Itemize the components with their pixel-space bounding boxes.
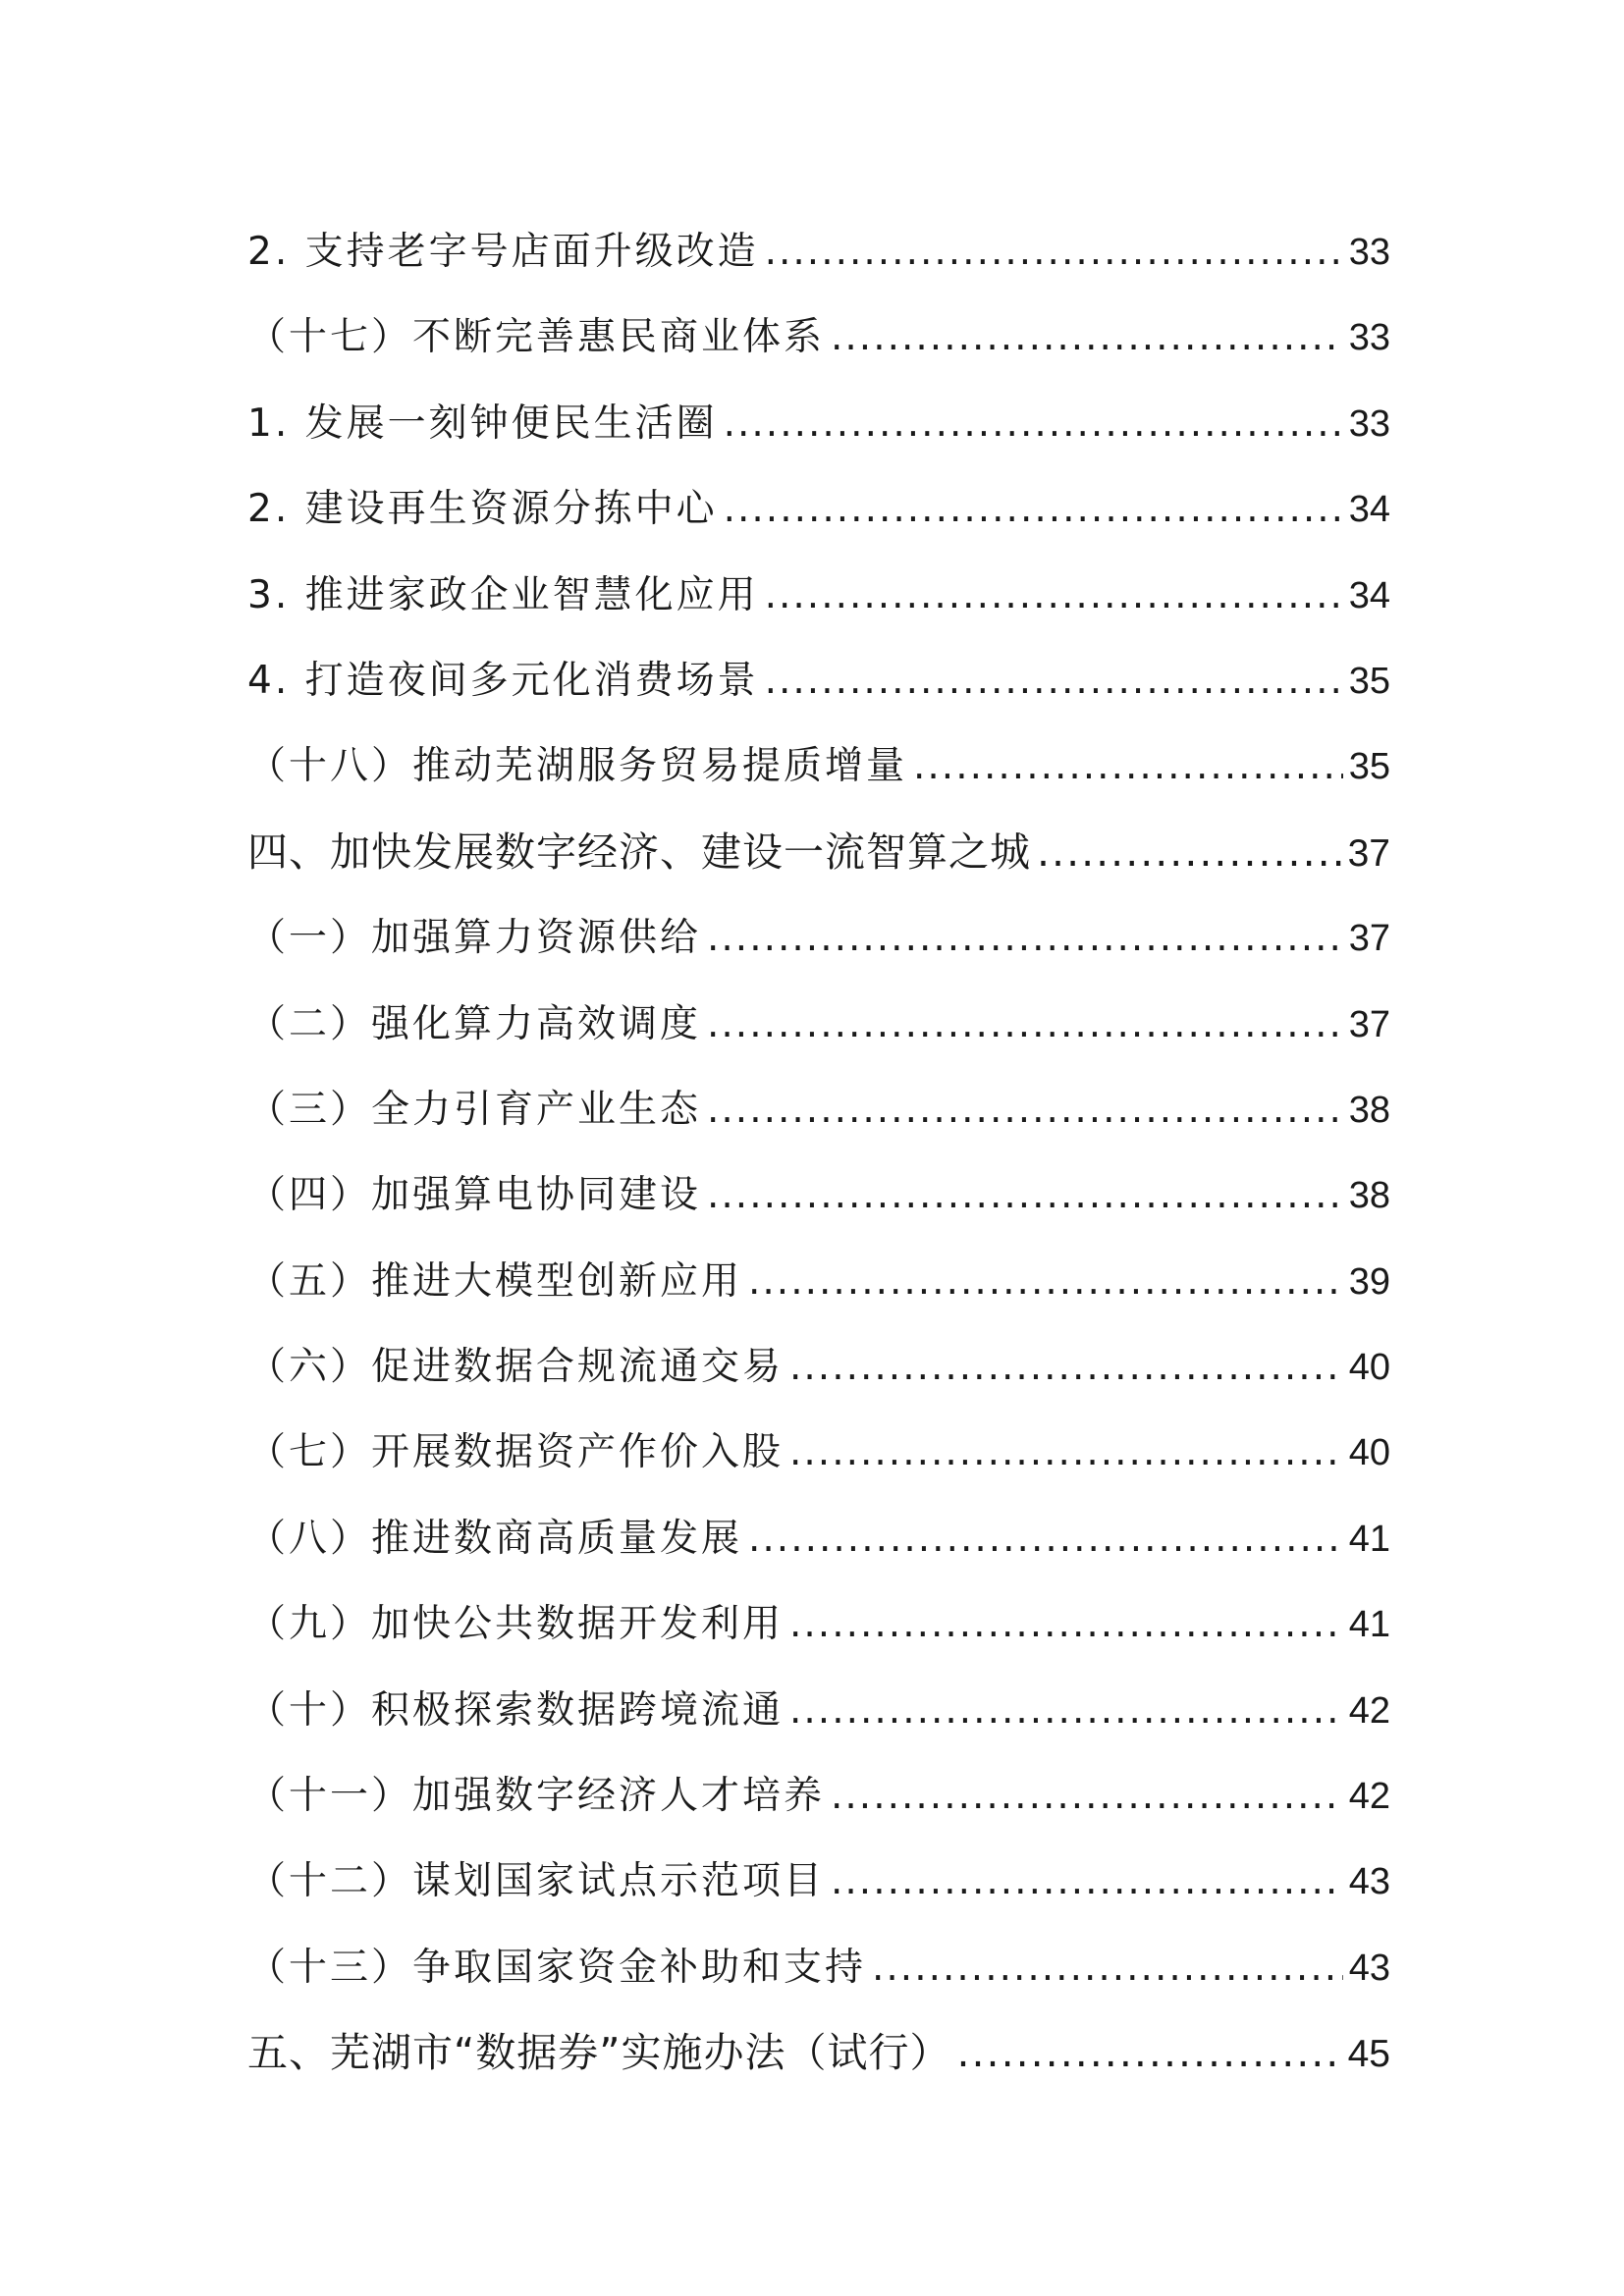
toc-entry-title: （十二）谋划国家试点示范项目 bbox=[247, 1859, 826, 1904]
toc-page-number: 38 bbox=[1348, 1089, 1390, 1131]
toc-entry-title: （七）开展数据资产作价入股 bbox=[247, 1430, 785, 1475]
toc-entry[interactable] bbox=[247, 723, 1390, 809]
toc-entry[interactable] bbox=[247, 1152, 1390, 1238]
toc-leader-dots bbox=[956, 2010, 1341, 2096]
toc-page-number: 33 bbox=[1348, 402, 1390, 445]
toc-entry-title: 2. 建设再生资源分拣中心 bbox=[247, 487, 718, 532]
toc-page-number: 41 bbox=[1348, 1518, 1390, 1560]
toc-entry[interactable] bbox=[247, 1668, 1390, 1753]
toc-entry[interactable] bbox=[247, 982, 1390, 1067]
toc-leader-dots bbox=[748, 1496, 1343, 1581]
toc-leader-dots bbox=[765, 553, 1343, 638]
toc-page-number: 40 bbox=[1348, 1347, 1390, 1389]
toc-page-number: 38 bbox=[1348, 1175, 1390, 1217]
toc-page-number: 42 bbox=[1348, 1689, 1390, 1732]
toc-entry-title: （二）强化算力高效调度 bbox=[247, 1001, 702, 1046]
toc-page-number: 34 bbox=[1348, 574, 1390, 616]
toc-leader-dots bbox=[707, 1152, 1343, 1238]
toc-entry-title: （十八）推动芜湖服务贸易提质增量 bbox=[247, 744, 908, 789]
toc-leader-dots bbox=[789, 1324, 1343, 1410]
toc-page-number: 43 bbox=[1348, 1947, 1390, 1989]
toc-entry[interactable] bbox=[247, 810, 1390, 895]
toc-entry[interactable] bbox=[247, 1410, 1390, 1495]
toc-entry[interactable] bbox=[247, 1239, 1390, 1324]
toc-entry-title: （十一）加强数字经济人才培养 bbox=[247, 1774, 826, 1819]
toc-page-number: 35 bbox=[1348, 660, 1390, 702]
toc-page-number: 39 bbox=[1348, 1260, 1390, 1303]
toc-entry[interactable] bbox=[247, 1925, 1390, 2010]
toc-leader-dots bbox=[707, 895, 1343, 981]
toc-page-number: 37 bbox=[1347, 831, 1390, 875]
toc-entry[interactable] bbox=[247, 294, 1390, 380]
toc-leader-dots bbox=[707, 1067, 1343, 1152]
toc-leader-dots bbox=[724, 381, 1343, 466]
toc-entry[interactable] bbox=[247, 1753, 1390, 1839]
toc-entry-title: （九）加快公共数据开发利用 bbox=[247, 1602, 785, 1647]
toc-entry[interactable] bbox=[247, 895, 1390, 981]
toc-leader-dots bbox=[831, 294, 1343, 380]
toc-page-number: 42 bbox=[1348, 1776, 1390, 1818]
toc-entry-title: 2. 支持老字号店面升级改造 bbox=[247, 230, 759, 274]
toc-entry-title: （十）积极探索数据跨境流通 bbox=[247, 1687, 785, 1733]
toc-entry[interactable] bbox=[247, 381, 1390, 466]
toc-entry-title: （十三）争取国家资金补助和支持 bbox=[247, 1945, 867, 1990]
toc-leader-dots bbox=[831, 1839, 1343, 1924]
toc-entry-title: 4. 打造夜间多元化消费场景 bbox=[247, 658, 759, 703]
toc-entry[interactable] bbox=[247, 1581, 1390, 1667]
toc-leader-dots bbox=[765, 638, 1343, 723]
toc-entry-title: 四、加快发展数字经济、建设一流智算之城 bbox=[247, 828, 1031, 876]
toc-leader-dots bbox=[831, 1753, 1343, 1839]
toc-entry-title: 五、芜湖市“数据券”实施办法（试行） bbox=[247, 2029, 951, 2077]
toc-entry[interactable] bbox=[247, 209, 1390, 294]
toc-page-number: 34 bbox=[1348, 489, 1390, 531]
toc-page-number: 35 bbox=[1348, 746, 1390, 788]
toc-page-number: 37 bbox=[1348, 918, 1390, 960]
toc-leader-dots bbox=[765, 209, 1343, 294]
toc-leader-dots bbox=[789, 1410, 1343, 1495]
toc-page-number: 45 bbox=[1347, 2033, 1390, 2076]
toc-leader-dots bbox=[872, 1925, 1343, 2010]
toc-leader-dots bbox=[748, 1239, 1343, 1324]
toc-entry-title: （六）促进数据合规流通交易 bbox=[247, 1345, 785, 1390]
toc-page-number: 37 bbox=[1348, 1003, 1390, 1045]
table-of-contents bbox=[247, 209, 1390, 2097]
toc-entry[interactable] bbox=[247, 1839, 1390, 1924]
toc-page-number: 40 bbox=[1348, 1432, 1390, 1474]
toc-page-number: 33 bbox=[1348, 232, 1390, 273]
toc-entry-title: 3. 推进家政企业智慧化应用 bbox=[247, 572, 759, 617]
toc-entry[interactable] bbox=[247, 1324, 1390, 1410]
toc-leader-dots bbox=[789, 1581, 1343, 1667]
toc-leader-dots bbox=[724, 466, 1343, 552]
toc-leader-dots bbox=[707, 982, 1343, 1067]
toc-entry[interactable] bbox=[247, 553, 1390, 638]
toc-entry-title: （四）加强算电协同建设 bbox=[247, 1173, 702, 1218]
toc-entry-title: （八）推进数商高质量发展 bbox=[247, 1516, 743, 1561]
toc-leader-dots bbox=[789, 1668, 1343, 1753]
toc-entry-title: （五）推进大模型创新应用 bbox=[247, 1258, 743, 1304]
toc-entry[interactable] bbox=[247, 1496, 1390, 1581]
toc-page-number: 43 bbox=[1348, 1861, 1390, 1903]
toc-entry[interactable] bbox=[247, 2010, 1390, 2096]
toc-leader-dots bbox=[913, 723, 1343, 809]
toc-entry[interactable] bbox=[247, 1067, 1390, 1152]
toc-entry-title: （三）全力引育产业生态 bbox=[247, 1087, 702, 1132]
toc-leader-dots bbox=[1037, 810, 1342, 895]
toc-entry[interactable] bbox=[247, 466, 1390, 552]
toc-entry-title: （一）加强算力资源供给 bbox=[247, 916, 702, 961]
toc-page-number: 41 bbox=[1348, 1604, 1390, 1646]
toc-page-number: 33 bbox=[1348, 317, 1390, 359]
toc-entry-title: （十七）不断完善惠民商业体系 bbox=[247, 315, 826, 360]
toc-entry[interactable] bbox=[247, 638, 1390, 723]
toc-entry-title: 1. 发展一刻钟便民生活圈 bbox=[247, 400, 718, 446]
